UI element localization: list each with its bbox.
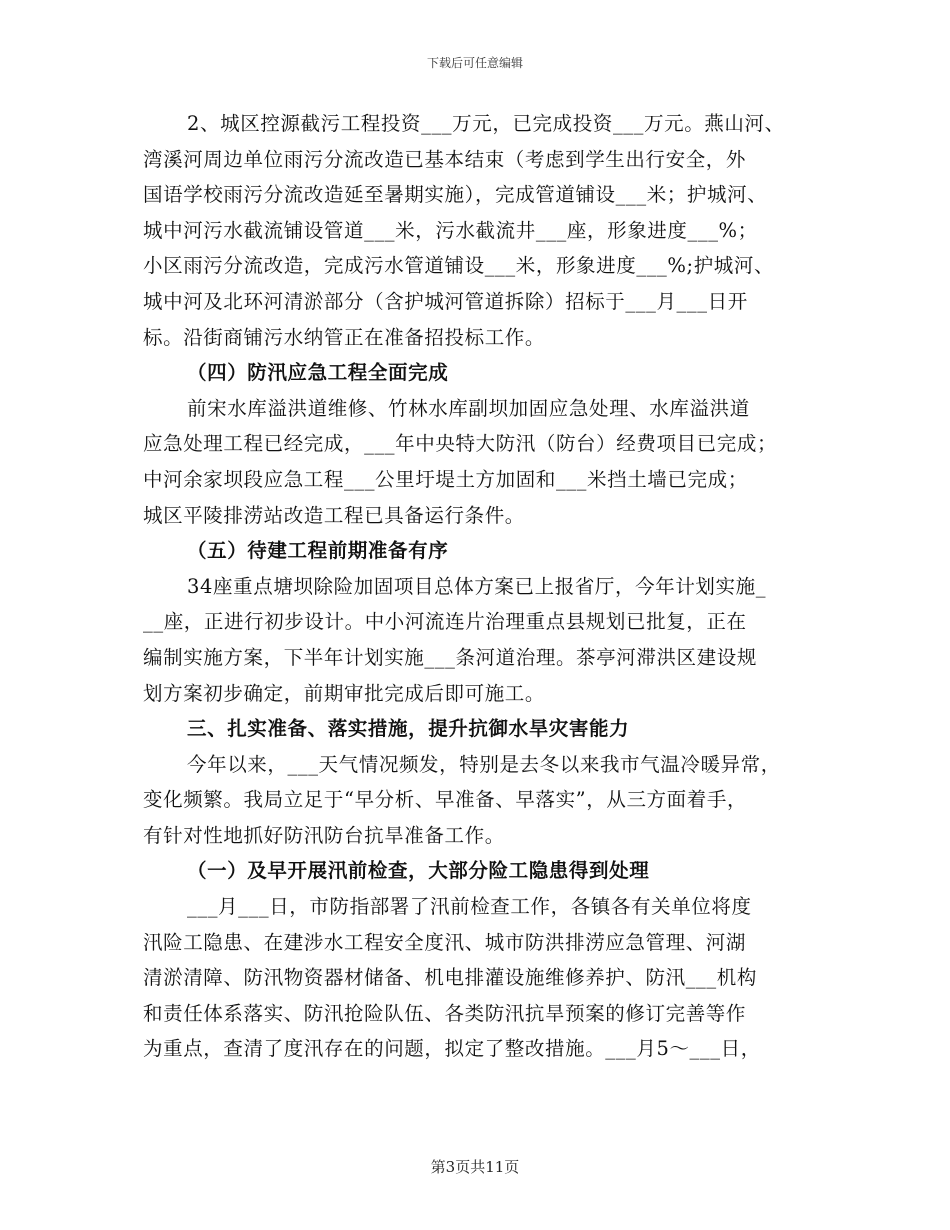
paragraph-line: 中河余家坝段应急工程___公里圩堤土方加固和___米挡土墙已完成； (143, 467, 748, 491)
section-heading: （五）待建工程前期准备有序 (187, 539, 449, 563)
paragraph-line: 和责任体系落实、防汛抢险队伍、各类防汛抗旱预案的修订完善等作 (143, 1001, 747, 1025)
section-heading: 三、扎实准备、落实措施，提升抗御水旱灾害能力 (187, 717, 630, 741)
paragraph-line: 划方案初步确定，前期审批完成后即可施工。 (143, 681, 546, 705)
paragraph-line: 城中河污水截流铺设管道___米，污水截流井___座，形象进度___%； (143, 218, 758, 242)
paragraph-line: 汛险工隐患、在建涉水工程安全度汛、城市防洪排涝应急管理、河湖 (143, 930, 747, 954)
paragraph-line: 小区雨污分流改造，完成污水管道铺设___米，形象进度___%;护城河、 (143, 254, 775, 278)
paragraph-line: 为重点，查清了度汛存在的问题，拟定了整改措施。___月5～___日， (143, 1037, 761, 1061)
paragraph-line: 清淤清障、防汛物资器材储备、机电排灌设施维修养护、防汛___机构 (143, 966, 757, 990)
paragraph-line: 编制实施方案，下半年计划实施___条河道治理。茶亭河滞洪区建设规 (143, 645, 757, 669)
paragraph-line: __座，正进行初步设计。中小河流连片治理重点县规划已批复，正在 (143, 610, 747, 634)
paragraph-line: 国语学校雨污分流改造延至暑期实施），完成管道铺设___米；护城河、 (143, 183, 768, 207)
document-body (143, 106, 823, 1067)
section-heading: （四）防汛应急工程全面完成 (187, 361, 449, 385)
section-heading: （一）及早开展汛前检查，大部分险工隐患得到处理 (187, 859, 650, 883)
paragraph-line: 湾溪河周边单位雨污分流改造已基本结束（考虑到学生出行安全，外 (143, 147, 747, 171)
paragraph-line: 变化频繁。我局立足于“早分析、早准备、早落实”，从三方面着手， (143, 788, 748, 812)
paragraph-line: 标。沿街商铺污水纳管正在准备招投标工作。 (143, 325, 546, 349)
paragraph-line: 2、城区控源截污工程投资___万元，已完成投资___万元。燕山河、 (187, 112, 785, 135)
paragraph-line: ___月___日，市防指部署了汛前检查工作，各镇各有关单位将度 (187, 895, 752, 919)
paragraph-line: 城中河及北环河清淤部分（含护城河管道拆除）招标于___月___日开 (143, 289, 748, 313)
paragraph-line: 今年以来，___天气情况频发，特别是去冬以来我市气温冷暖异常， (187, 752, 781, 776)
page-header: 下载后可任意编辑 (426, 56, 523, 70)
paragraph-line: 有针对性地抓好防汛防台抗旱准备工作。 (143, 823, 505, 847)
page-footer: 第3页共11页 (430, 1158, 520, 1176)
paragraph-line: 34座重点塘坝除险加固项目总体方案已上报省厅，今年计划实施_ (187, 574, 767, 598)
paragraph-line: 应急处理工程已经完成，___年中央特大防汛（防台）经费项目已完成； (143, 432, 778, 456)
paragraph-line: 前宋水库溢洪道维修、竹林水库副坝加固应急处理、水库溢洪道 (187, 396, 750, 420)
paragraph-line: 城区平陵排涝站改造工程已具备运行条件。 (143, 503, 525, 527)
